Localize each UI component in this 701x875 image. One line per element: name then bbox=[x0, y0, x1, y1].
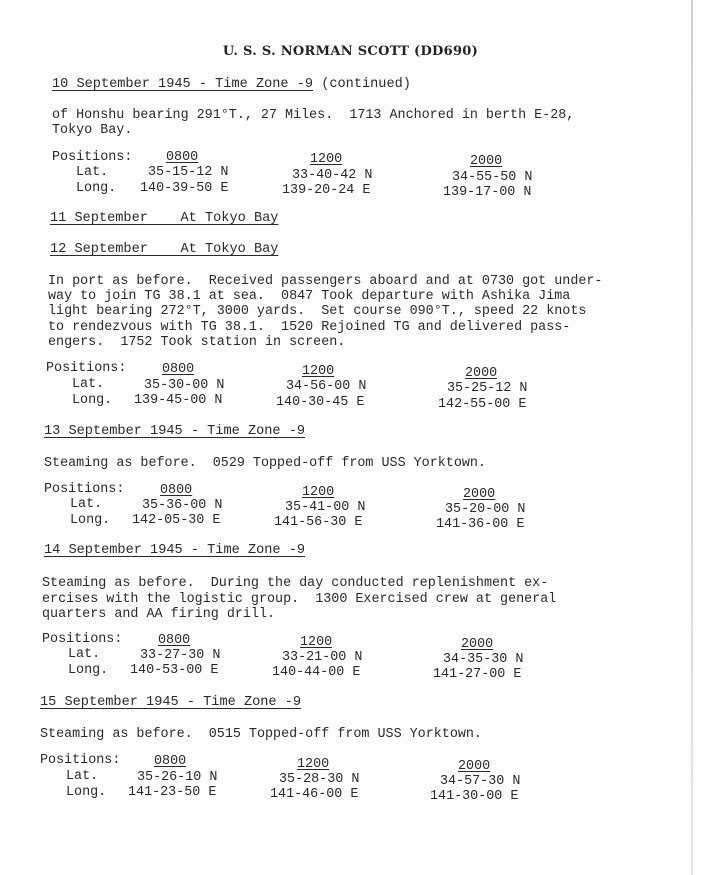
position-time: 1200 bbox=[302, 485, 335, 500]
long-value: 141-46-00 E bbox=[270, 787, 359, 802]
lat-label: Lat. bbox=[72, 377, 105, 392]
entry-body-line: way to join TG 38.1 at sea. 0847 Took departure with Ashika Jima bbox=[48, 289, 571, 304]
position-time: 2000 bbox=[463, 487, 496, 502]
long-value: 140-39-50 E bbox=[140, 181, 229, 196]
long-label: Long. bbox=[68, 663, 109, 678]
lat-value: 33-21-00 N bbox=[282, 650, 363, 665]
entry-body-line: Steaming as before. 0515 Topped-off from USS Yorktown. bbox=[40, 727, 482, 742]
page-edge-shadow bbox=[691, 0, 693, 875]
document-title: U. S. S. NORMAN SCOTT (DD690) bbox=[222, 44, 479, 59]
entry-heading-12-sep bbox=[50, 242, 278, 258]
lat-value: 35-15-12 N bbox=[148, 165, 229, 180]
entry-heading-11-sep bbox=[50, 211, 278, 227]
entry-body-line: of Honshu bearing 291°T., 27 Miles. 1713 Anchored in berth E-28, bbox=[52, 108, 575, 123]
lat-label: Lat. bbox=[66, 769, 99, 784]
position-time: 0800 bbox=[154, 754, 187, 769]
entry-body-line: quarters and AA firing drill. bbox=[42, 607, 276, 622]
lat-value: 35-41-00 N bbox=[285, 500, 366, 515]
entry-heading-underlined: 11 September At Tokyo Bay bbox=[50, 211, 279, 226]
lat-value: 34-56-00 N bbox=[286, 379, 367, 394]
entry-body-line: Steaming as before. During the day conducted replenishment ex- bbox=[42, 576, 549, 591]
positions-label: Positions: bbox=[40, 753, 121, 768]
position-time: 1200 bbox=[310, 152, 343, 167]
long-value: 141-30-00 E bbox=[430, 789, 519, 804]
long-label: Long. bbox=[76, 181, 117, 196]
lat-label: Lat. bbox=[76, 165, 109, 180]
entry-body-line: In port as before. Received passengers aboard and at 0730 got under- bbox=[48, 274, 603, 289]
long-value: 142-55-00 E bbox=[438, 397, 527, 412]
lat-value: 35-28-30 N bbox=[279, 772, 360, 787]
positions-label: Positions: bbox=[46, 361, 127, 376]
entry-heading-underlined: 12 September At Tokyo Bay bbox=[50, 242, 279, 257]
lat-value: 35-36-00 N bbox=[142, 498, 223, 513]
lat-value: 34-55-50 N bbox=[452, 170, 533, 185]
lat-value: 33-27-30 N bbox=[140, 648, 221, 663]
long-value: 140-30-45 E bbox=[276, 395, 365, 410]
lat-value: 35-20-00 N bbox=[445, 502, 526, 517]
long-value: 141-56-30 E bbox=[274, 515, 363, 530]
entry-heading-underlined: 10 September 1945 - Time Zone -9 bbox=[52, 77, 314, 92]
entry-heading-underlined: 14 September 1945 - Time Zone -9 bbox=[44, 543, 306, 558]
lat-label: Lat. bbox=[70, 497, 103, 512]
long-value: 139-17-00 N bbox=[443, 185, 532, 200]
lat-value: 35-26-10 N bbox=[137, 770, 218, 785]
long-value: 140-53-00 E bbox=[130, 663, 219, 678]
long-value: 139-20-24 E bbox=[282, 183, 371, 198]
long-value: 141-36-00 E bbox=[436, 517, 525, 532]
position-time: 1200 bbox=[297, 757, 330, 772]
long-label: Long. bbox=[66, 785, 107, 800]
long-value: 140-44-00 E bbox=[272, 665, 361, 680]
lat-value: 34-57-30 N bbox=[440, 774, 521, 789]
position-time: 2000 bbox=[465, 366, 498, 381]
long-label: Long. bbox=[70, 513, 111, 528]
entry-body-line: engers. 1752 Took station in screen. bbox=[48, 335, 346, 350]
lat-value: 35-25-12 N bbox=[447, 381, 528, 396]
long-value: 141-27-00 E bbox=[433, 667, 522, 682]
lat-value: 33-40-42 N bbox=[292, 168, 373, 183]
lat-value: 35-30-00 N bbox=[144, 378, 225, 393]
entry-body-line: Steaming as before. 0529 Topped-off from USS Yorktown. bbox=[44, 456, 486, 471]
entry-heading-underlined: 15 September 1945 - Time Zone -9 bbox=[40, 695, 302, 710]
entry-heading-15-sep bbox=[40, 695, 301, 711]
lat-label: Lat. bbox=[68, 647, 101, 662]
entry-body-line: to rendezvous with TG 38.1. 1520 Rejoined TG and delivered pass- bbox=[48, 320, 571, 335]
position-time: 0800 bbox=[166, 150, 199, 165]
entry-body-line: Tokyo Bay. bbox=[52, 123, 133, 138]
long-value: 142-05-30 E bbox=[132, 513, 221, 528]
entry-heading-14-sep bbox=[44, 543, 305, 559]
long-label: Long. bbox=[72, 393, 113, 408]
position-time: 2000 bbox=[461, 637, 494, 652]
position-time: 0800 bbox=[160, 483, 193, 498]
entry-heading-10-sep bbox=[52, 77, 411, 93]
long-value: 141-23-50 E bbox=[128, 785, 217, 800]
position-time: 1200 bbox=[302, 364, 335, 379]
positions-label: Positions: bbox=[44, 482, 125, 497]
positions-label: Positions: bbox=[42, 632, 123, 647]
entry-heading-suffix: (continued) bbox=[313, 77, 411, 92]
position-time: 1200 bbox=[300, 635, 333, 650]
long-value: 139-45-00 N bbox=[134, 393, 223, 408]
lat-value: 34-35-30 N bbox=[443, 652, 524, 667]
entry-body-line: ercises with the logistic group. 1300 Exercised crew at general bbox=[42, 592, 557, 607]
position-time: 0800 bbox=[158, 633, 191, 648]
positions-label: Positions: bbox=[52, 150, 133, 165]
entry-body-line: light bearing 272°T, 3000 yards. Set course 090°T., speed 22 knots bbox=[48, 304, 587, 319]
position-time: 2000 bbox=[458, 759, 491, 774]
entry-heading-13-sep bbox=[44, 424, 305, 440]
position-time: 0800 bbox=[162, 362, 195, 377]
entry-heading-underlined: 13 September 1945 - Time Zone -9 bbox=[44, 424, 306, 439]
position-time: 2000 bbox=[470, 154, 503, 169]
